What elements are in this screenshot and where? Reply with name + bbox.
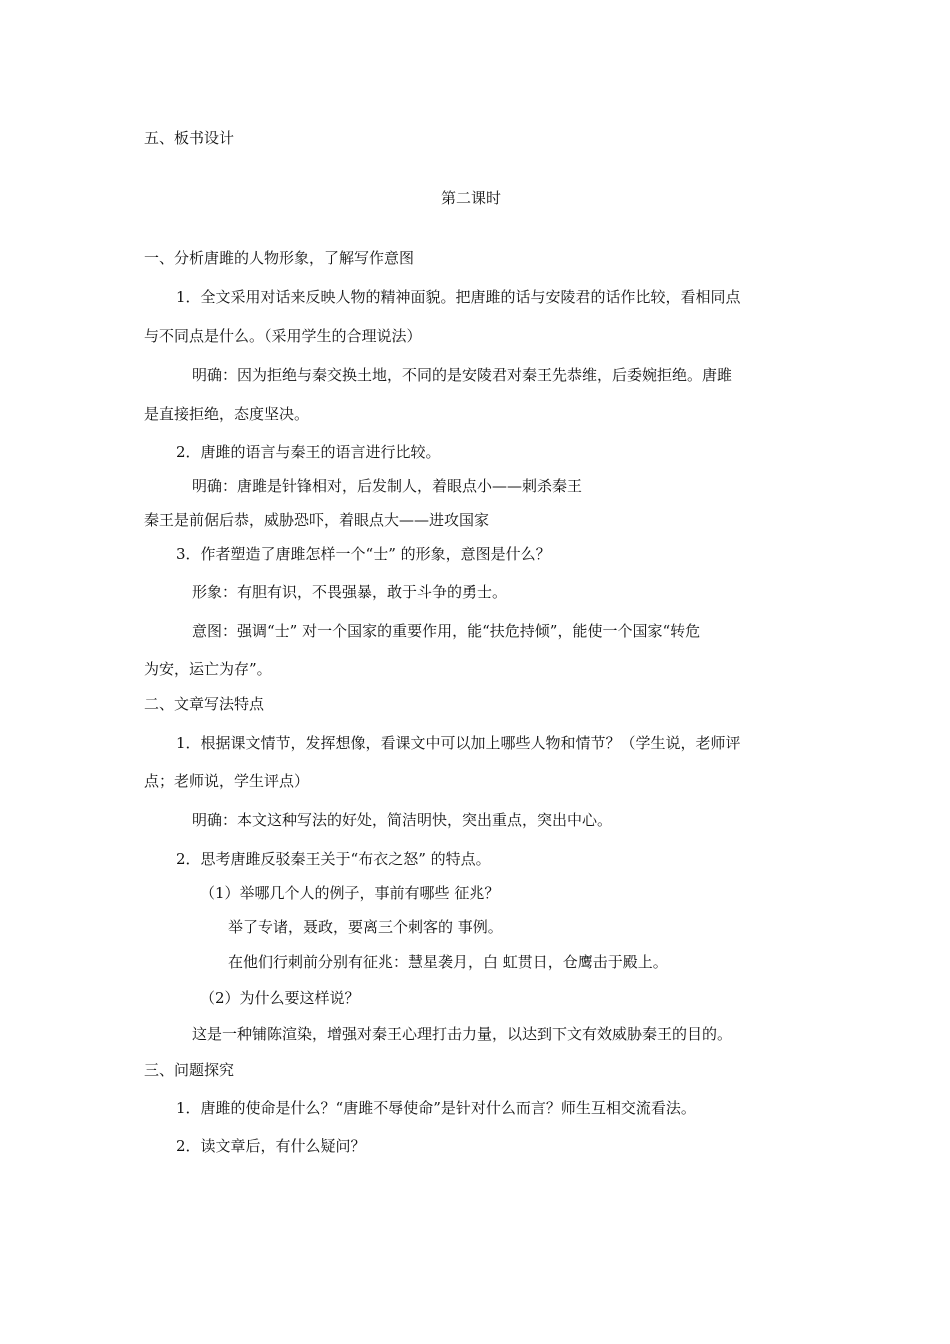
- section-heading-three: 三、问题探究: [144, 1061, 235, 1079]
- paragraph-line: 秦王是前倨后恭，威胁恐吓，着眼点大——进攻国家: [144, 511, 490, 529]
- paragraph-line: 与不同点是什么。（采用学生的合理说法）: [144, 327, 422, 345]
- paragraph-line: 明确：唐雎是针锋相对，后发制人，着眼点小——刺杀秦王: [192, 477, 583, 495]
- paragraph-line: 意图：强调“士” 对一个国家的重要作用，能“扶危持倾”，能使一个国家“转危: [192, 622, 701, 640]
- paragraph-line: 是直接拒绝，态度坚决。: [144, 405, 310, 423]
- paragraph-line: 1．根据课文情节，发挥想像，看课文中可以加上哪些人物和情节？（学生说，老师评: [176, 734, 741, 752]
- paragraph-line: 点；老师说，学生评点）: [144, 772, 310, 790]
- paragraph-line: （2）为什么要这样说？: [200, 989, 360, 1007]
- paragraph-line: 明确：因为拒绝与秦交换土地，不同的是安陵君对秦王先恭维，后委婉拒绝。唐雎: [192, 366, 733, 384]
- paragraph-line: 明确：本文这种写法的好处，简洁明快，突出重点，突出中心。: [192, 811, 613, 829]
- paragraph-line: 3．作者塑造了唐雎怎样一个“士” 的形象，意图是什么？: [176, 545, 551, 563]
- paragraph-line: 这是一种铺陈渲染，增强对秦王心理打击力量，以达到下文有效威胁秦王的目的。: [192, 1025, 733, 1043]
- paragraph-line: （1）举哪几个人的例子，事前有哪些 征兆？: [200, 884, 500, 902]
- paragraph-line: 1．全文采用对话来反映人物的精神面貌。把唐雎的话与安陵君的话作比较，看相同点: [176, 288, 741, 306]
- paragraph-line: 为安，运亡为存”。: [144, 660, 272, 678]
- paragraph-line: 2．读文章后，有什么疑问？: [176, 1137, 366, 1155]
- paragraph-line: 2．思考唐雎反驳秦王关于“布衣之怒” 的特点。: [176, 850, 491, 868]
- paragraph-line: 2．唐雎的语言与秦王的语言进行比较。: [176, 443, 441, 461]
- paragraph-line: 形象：有胆有识，不畏强暴，敢于斗争的勇士。: [192, 583, 508, 601]
- paragraph-line: 1．唐雎的使命是什么？“唐雎不辱使命”是针对什么而言？师生互相交流看法。: [176, 1099, 696, 1117]
- paragraph-line: 在他们行刺前分别有征兆：慧星袭月，白 虹贯日，仓鹰击于殿上。: [228, 953, 668, 971]
- lesson-title: 第二课时: [441, 189, 502, 207]
- section-heading-two: 二、文章写法特点: [144, 695, 265, 713]
- section-heading-five: 五、板书设计: [144, 129, 235, 147]
- paragraph-line: 举了专诸，聂政，要离三个刺客的 事例。: [228, 918, 503, 936]
- section-heading-one: 一、分析唐雎的人物形象，了解写作意图: [144, 249, 415, 267]
